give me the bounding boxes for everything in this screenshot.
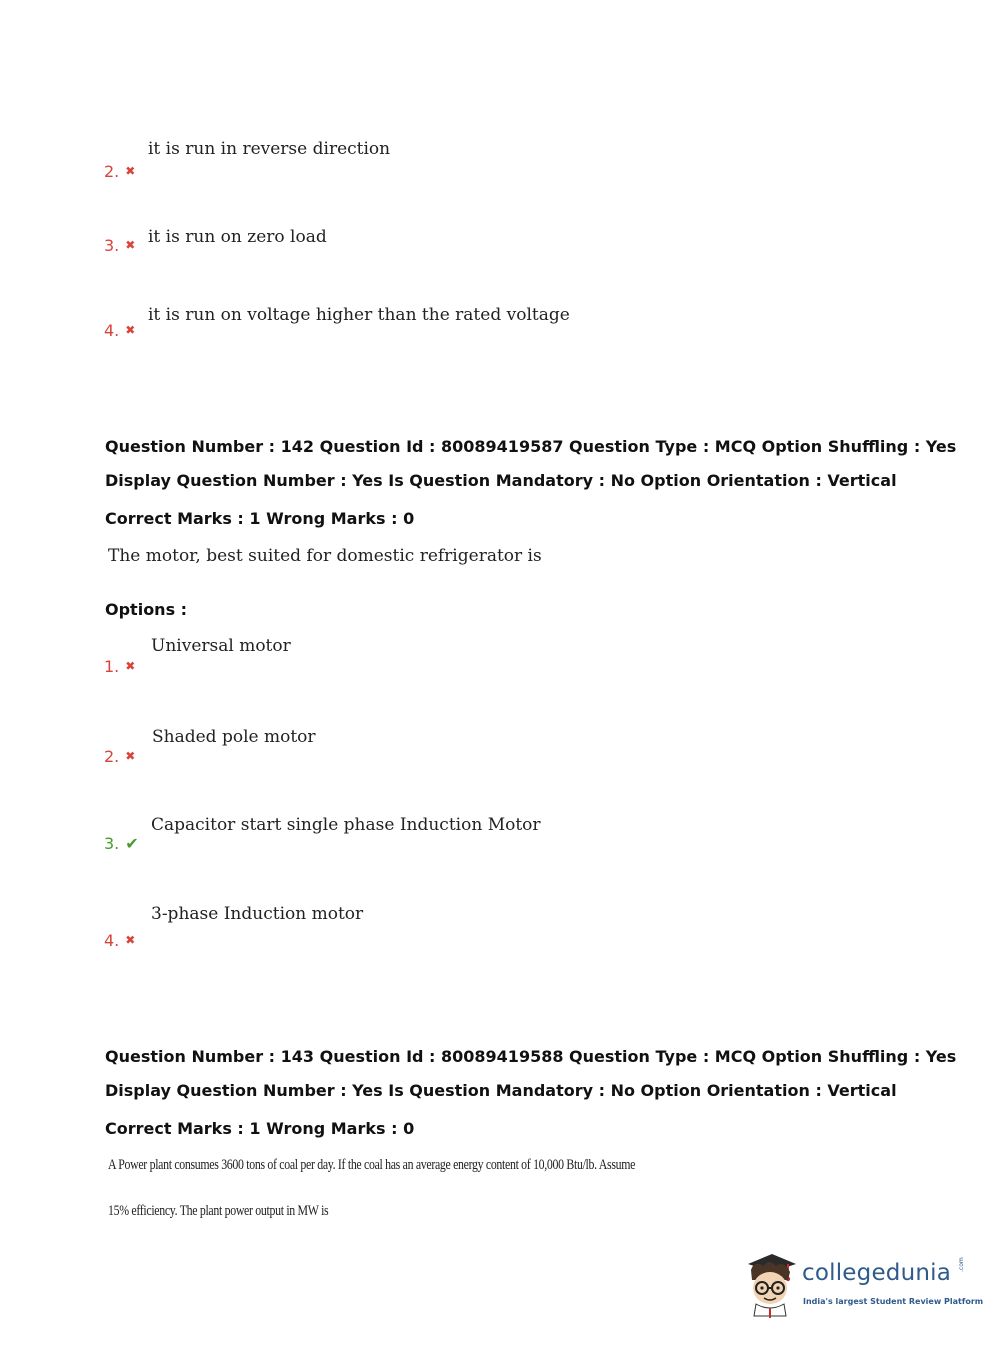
logo-tagline: India's largest Student Review Platform bbox=[803, 1297, 984, 1306]
option-number bbox=[104, 236, 135, 255]
option-number-label: 2. bbox=[104, 747, 120, 766]
option-text: it is run on zero load bbox=[148, 227, 327, 247]
option-number-label: 3. bbox=[104, 236, 120, 255]
wrong-mark-icon: ✖ bbox=[125, 164, 136, 178]
option-text: it is run in reverse direction bbox=[148, 139, 391, 159]
option-number-label: 4. bbox=[104, 931, 120, 950]
wrong-mark-icon: ✖ bbox=[125, 659, 136, 673]
option-text: Shaded pole motor bbox=[152, 727, 316, 747]
question-meta-line1: Question Number : 142 Question Id : 80089419587 Question Type : MCQ Option Shuffling : Yes bbox=[105, 437, 957, 456]
option-number-label: 2. bbox=[104, 162, 120, 181]
logo-suffix: .com bbox=[958, 1257, 965, 1272]
question-meta-line2: Display Question Number : Yes Is Question Mandatory : No Option Orientation : Vertical bbox=[105, 1081, 897, 1100]
option-number-label: 1. bbox=[104, 657, 120, 676]
option-number bbox=[104, 834, 139, 853]
option-text: 3-phase Induction motor bbox=[151, 904, 364, 924]
collegedunia-logo bbox=[742, 1250, 984, 1320]
logo-wordmark: collegedunia bbox=[802, 1260, 952, 1286]
option-text: it is run on voltage higher than the rated voltage bbox=[148, 305, 570, 325]
question-meta-line2: Display Question Number : Yes Is Question Mandatory : No Option Orientation : Vertical bbox=[105, 471, 897, 490]
option-number bbox=[104, 931, 135, 950]
option-number-label: 3. bbox=[104, 834, 120, 853]
question-marks: Correct Marks : 1 Wrong Marks : 0 bbox=[105, 509, 415, 528]
option-number-label: 4. bbox=[104, 321, 120, 340]
question-meta-line1: Question Number : 143 Question Id : 80089419588 Question Type : MCQ Option Shuffling : Yes bbox=[105, 1047, 957, 1066]
option-number bbox=[104, 747, 135, 766]
option-text: Universal motor bbox=[151, 636, 291, 656]
question-text-line1: A Power plant consumes 3600 tons of coal per day. If the coal has an average energy content of 10,000 Btu/lb. Assume bbox=[108, 1157, 636, 1173]
option-text: Capacitor start single phase Induction Motor bbox=[151, 815, 541, 835]
wrong-mark-icon: ✖ bbox=[125, 238, 136, 252]
options-label: Options : bbox=[105, 600, 188, 619]
mascot-icon bbox=[742, 1250, 802, 1320]
question-text-line2: 15% efficiency. The plant power output in MW is bbox=[108, 1203, 329, 1219]
wrong-mark-icon: ✖ bbox=[125, 323, 136, 337]
check-mark-icon: ✔ bbox=[125, 834, 139, 853]
option-number bbox=[104, 321, 135, 340]
wrong-mark-icon: ✖ bbox=[125, 749, 136, 763]
option-number bbox=[104, 162, 135, 181]
wrong-mark-icon: ✖ bbox=[125, 933, 136, 947]
question-text: The motor, best suited for domestic refrigerator is bbox=[108, 546, 542, 566]
question-marks: Correct Marks : 1 Wrong Marks : 0 bbox=[105, 1119, 415, 1138]
option-number bbox=[104, 657, 135, 676]
